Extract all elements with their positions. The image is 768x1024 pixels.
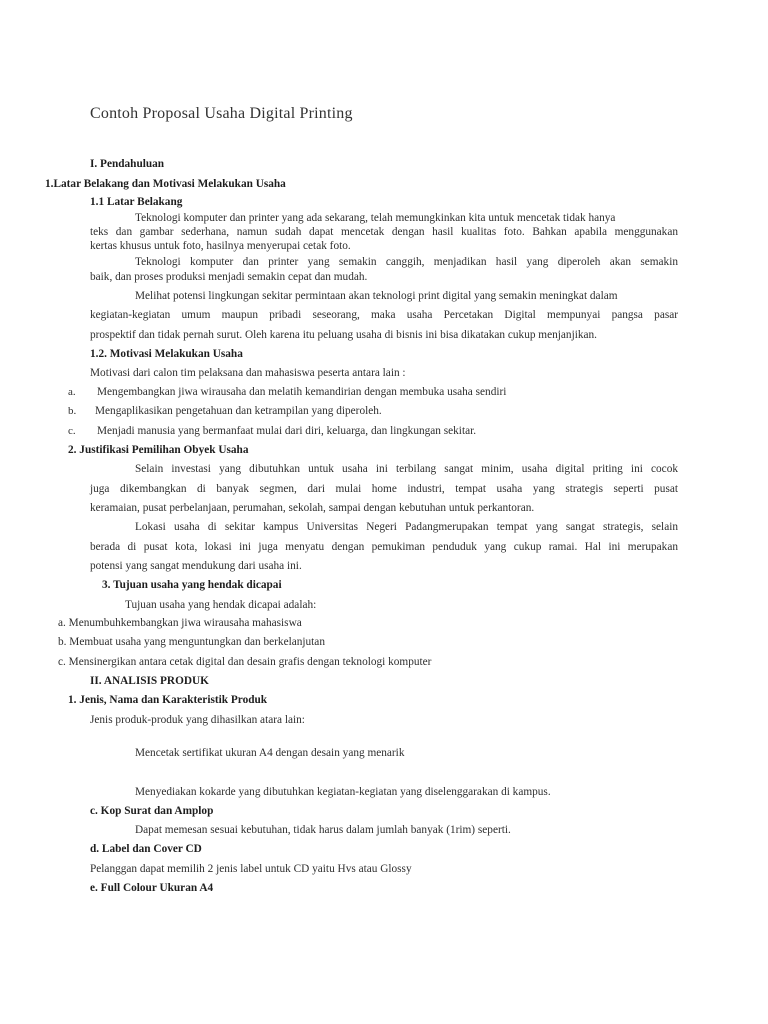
section-heading-pendahuluan: I. Pendahuluan bbox=[90, 158, 165, 170]
section-heading-tujuan: 3. Tujuan usaha yang hendak dicapai bbox=[102, 579, 282, 591]
product-description: Dapat memesan sesuai kebutuhan, tidak harus dalam jumlah banyak (1rim) seperti. bbox=[135, 824, 511, 836]
section-heading-latar-motivasi: 1.Latar Belakang dan Motivasi Melakukan Usaha bbox=[45, 178, 286, 190]
product-description: Mencetak sertifikat ukuran A4 dengan desain yang menarik bbox=[135, 747, 405, 759]
paragraph-line: Teknologi komputer dan printer yang semakin canggih, menjadikan hasil yang diperoleh akan semakin bbox=[135, 256, 678, 268]
paragraph-line: baik, dan proses produksi menjadi semakin cepat dan mudah. bbox=[90, 271, 368, 283]
paragraph-line: kertas khusus untuk foto, hasilnya menyerupai cetak foto. bbox=[90, 240, 351, 252]
list-marker: a. bbox=[68, 386, 76, 398]
paragraph-line: Selain investasi yang dibutuhkan untuk usaha ini terbilang sangat minim, usaha digital priting ini cocok bbox=[135, 463, 678, 475]
product-heading-fullcolour: e. Full Colour Ukuran A4 bbox=[90, 882, 214, 894]
paragraph-line: Melihat potensi lingkungan sekitar permintaan akan teknologi print digital yang semakin meningkat dalam bbox=[135, 290, 618, 302]
paragraph-line: kegiatan-kegiatan umum maupun pribadi seseorang, maka usaha Percetakan Digital mempunyai pangsa pasar bbox=[90, 309, 678, 321]
list-item: a. Menumbuhkembangkan jiwa wirausaha mahasiswa bbox=[58, 617, 302, 629]
paragraph-line: Teknologi komputer dan printer yang ada sekarang, telah memungkinkan kita untuk mencetak tidak hanya bbox=[135, 212, 616, 224]
product-heading-label: d. Label dan Cover CD bbox=[90, 843, 202, 855]
section-heading-jenis: 1. Jenis, Nama dan Karakteristik Produk bbox=[68, 694, 268, 706]
list-item: b. Membuat usaha yang menguntungkan dan berkelanjutan bbox=[58, 636, 325, 648]
subsection-heading-motivasi: 1.2. Motivasi Melakukan Usaha bbox=[90, 348, 243, 360]
product-heading-kop: c. Kop Surat dan Amplop bbox=[90, 805, 214, 817]
list-item: Mengembangkan jiwa wirausaha dan melatih kemandirian dengan membuka usaha sendiri bbox=[97, 386, 507, 398]
paragraph-line: juga dikembangkan di banyak segmen, dari mulai home industri, tempat usaha yang strategis seperti pusat bbox=[90, 483, 678, 495]
list-item: c. Mensinergikan antara cetak digital dan desain grafis dengan teknologi komputer bbox=[58, 656, 432, 668]
section-heading-justifikasi: 2. Justifikasi Pemilihan Obyek Usaha bbox=[68, 444, 249, 456]
paragraph-line: potensi yang sangat mendukung dari usaha ini. bbox=[90, 560, 302, 572]
paragraph-line: prospektif dan tidak pernah surut. Oleh karena itu peluang usaha di bisnis ini bisa dikatakan cukup menjanjikan. bbox=[90, 329, 597, 341]
section-heading-analisis: II. ANALISIS PRODUK bbox=[90, 675, 209, 687]
list-item: Mengaplikasikan pengetahuan dan ketrampilan yang diperoleh. bbox=[95, 405, 382, 417]
paragraph-line: berada di pusat kota, lokasi ini juga menyatu dengan pemukiman penduduk yang cukup ramai. Hal ini merupakan bbox=[90, 541, 678, 553]
subsection-heading-latar-belakang: 1.1 Latar Belakang bbox=[90, 196, 183, 208]
list-marker: c. bbox=[68, 425, 76, 437]
paragraph-line: teks dan gambar sederhana, namun sudah dapat mencetak dengan hasil kualitas foto. Bahkan apabila menggunakan bbox=[90, 226, 678, 238]
list-marker: b. bbox=[68, 405, 77, 417]
product-description: Pelanggan dapat memilih 2 jenis label untuk CD yaitu Hvs atau Glossy bbox=[90, 863, 412, 875]
product-description: Menyediakan kokarde yang dibutuhkan kegiatan-kegiatan yang diselenggarakan di kampus. bbox=[135, 786, 551, 798]
paragraph-line: keramaian, pusat perbelanjaan, perumahan, sekolah, sampai dengan kebutuhan untuk perkantoran. bbox=[90, 502, 535, 514]
paragraph-line: Lokasi usaha di sekitar kampus Universitas Negeri Padangmerupakan tempat yang sangat strategis, selain bbox=[135, 521, 678, 533]
motivasi-intro: Motivasi dari calon tim pelaksana dan mahasiswa peserta antara lain : bbox=[90, 367, 406, 379]
jenis-intro: Jenis produk-produk yang dihasilkan atara lain: bbox=[90, 714, 305, 726]
tujuan-intro: Tujuan usaha yang hendak dicapai adalah: bbox=[125, 599, 317, 611]
document-title: Contoh Proposal Usaha Digital Printing bbox=[90, 105, 353, 122]
list-item: Menjadi manusia yang bermanfaat mulai dari diri, keluarga, dan lingkungan sekitar. bbox=[97, 425, 477, 437]
